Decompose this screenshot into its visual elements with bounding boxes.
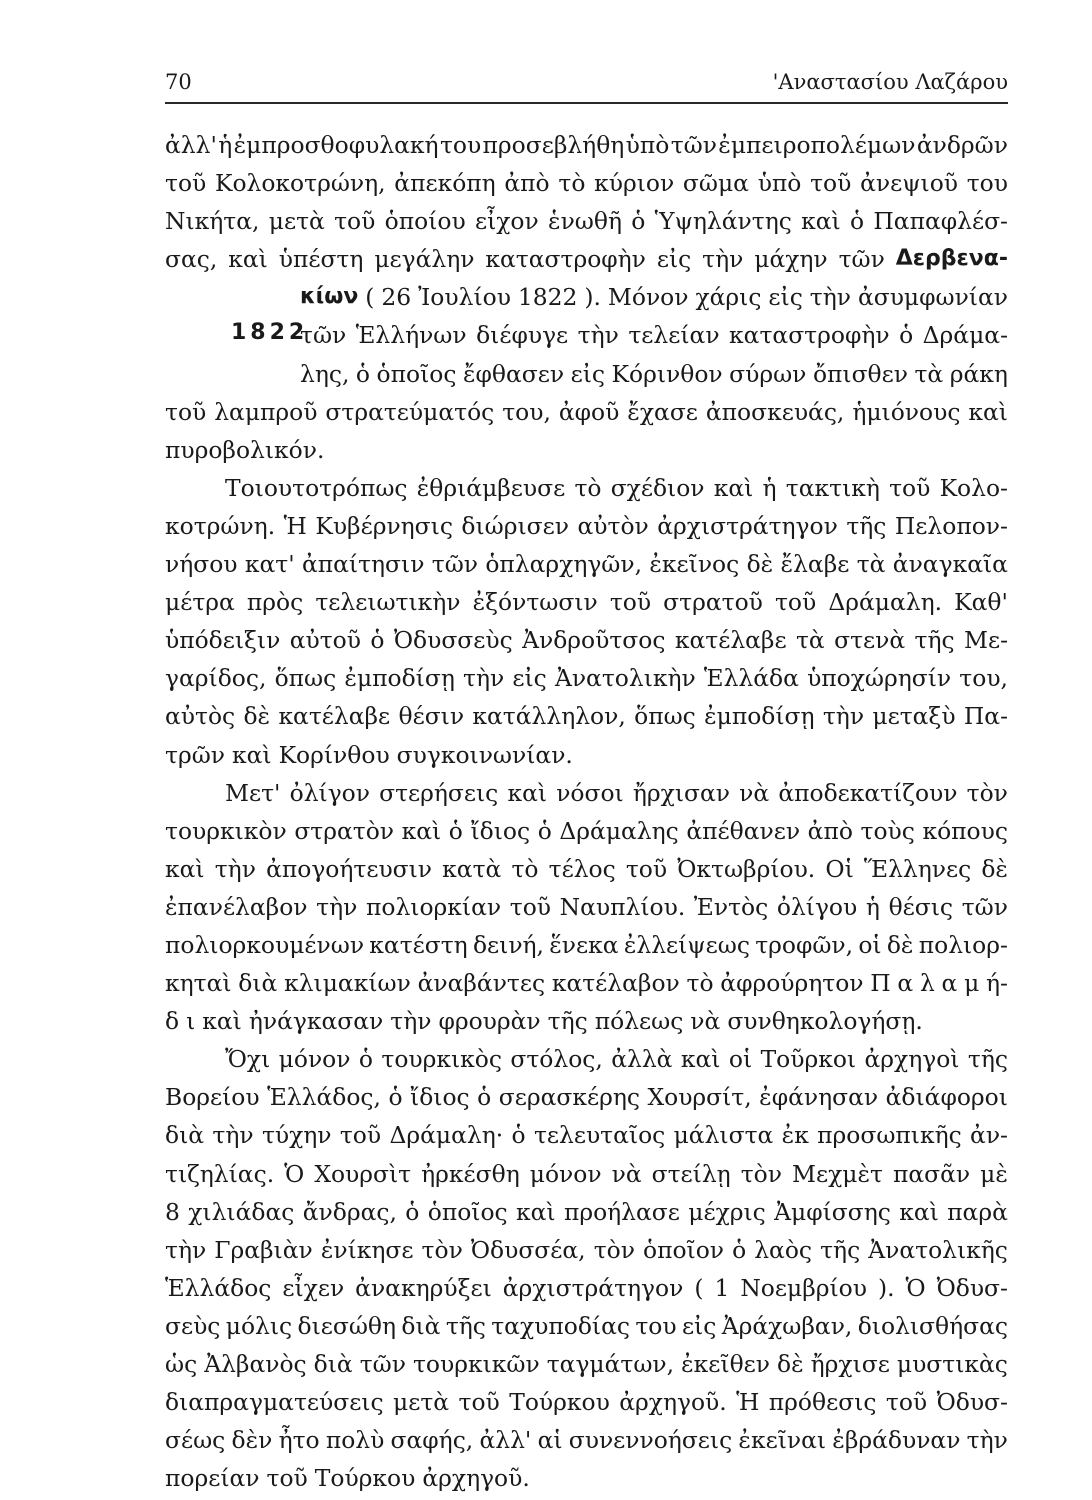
text-line: ὡς Ἀλβανὸς διὰ τῶν τουρκικῶν ταγμάτων, ἐκεῖθεν δὲ ἤρχισε μυστικὰς [165, 1350, 1008, 1378]
text-line: διαπραγματεύσεις μετὰ τοῦ Τούρκου ἀρχηγοῦ. Ἡ πρόθεσις τοῦ Ὀδυσ- [165, 1388, 1008, 1417]
text-line: κηταὶ διὰ κλιμακίων ἀναβάντες κατέλαβον τὸ ἀφρούρητον Π α λ α μ ή- [165, 969, 1008, 998]
text-line: σας, καὶ ὑπέστη μεγάλην καταστροφὴν εἰς τὴν μάχην τῶν Δερβενα- [165, 245, 1008, 274]
running-title: 'Αναστασίου Λαζάρου [772, 70, 1008, 94]
text-line: διὰ τὴν τύχην τοῦ Δράμαλη· ὁ τελευταῖος μάλιστα ἐκ προσωπικῆς ἀν- [165, 1121, 1008, 1150]
text-line: αὐτὸς δὲ κατέλαβε θέσιν κατάλληλον, ὅπως ἐμποδίσῃ τὴν μεταξὺ Πα- [165, 702, 1008, 731]
text-line: νήσου κατ' ἀπαίτησιν τῶν ὁπλαρχηγῶν, ἐκεῖνος δὲ ἔλαβε τὰ ἀναγκαῖα [165, 550, 1008, 579]
text-line: τὴν Γραβιὰν ἐνίκησε τὸν Ὀδυσσέα, τὸν ὁποῖον ὁ λαὸς τῆς Ἀνατολικῆς [165, 1235, 1008, 1264]
text-line: κοτρώνη. Ἡ Κυβέρνησις διώρισεν αὐτὸν ἀρχιστράτηγον τῆς Πελοπον- [165, 511, 1008, 540]
text-line: τρῶν καὶ Κορίνθου συγκοινωνίαν. [165, 740, 573, 769]
text-line: τοῦ Κολοκοτρώνη, ἀπεκόπη ἀπὸ τὸ κύριον σῶμα ὑπὸ τοῦ ἀνεψιοῦ του [165, 169, 1008, 198]
text-line: 8 χιλιάδας ἄνδρας, ὁ ὁποῖος καὶ προήλασε μέχρις Ἀμφίσσης καὶ παρὰ [165, 1197, 1008, 1226]
text-line: ὑπόδειξιν αὐτοῦ ὁ Ὀδυσσεὺς Ἀνδροῦτσος κατέλαβε τὰ στενὰ τῆς Με- [165, 626, 1008, 655]
text-line: πυροβολικόν. [165, 435, 325, 464]
header-rule [165, 102, 1008, 104]
page-header [165, 64, 1008, 100]
text-line: μέτρα πρὸς τελειωτικὴν ἐξόντωσιν τοῦ στρατοῦ τοῦ Δράμαλη. Καθ' [165, 588, 1008, 617]
text-line: τουρκικὸν στρατὸν καὶ ὁ ἴδιος ὁ Δράμαλης ἀπέθανεν ἀπὸ τοὺς κόπους [165, 816, 1008, 845]
text-line: καὶ τὴν ἀπογοήτευσιν κατὰ τὸ τέλος τοῦ Ὀκτωβρίου. Οἱ Ἕλληνες δὲ [165, 854, 1008, 883]
margin-note-year: 1822 [231, 320, 309, 345]
text-line: Τοιουτοτρόπως ἐθριάμβευσε τὸ σχέδιον καὶ ἡ τακτικὴ τοῦ Κολο- [225, 473, 1008, 502]
text-line: πορείαν τοῦ Τούρκου ἀρχηγοῦ. [165, 1464, 530, 1493]
text-line: τῶν Ἑλλήνων διέφυγε τὴν τελείαν καταστροφὴν ὁ Δράμα- [300, 321, 1008, 350]
text-line: σεὺς μόλις διεσώθη διὰ τῆς ταχυποδίας του εἰς Ἀράχωβαν, διολισθήσας [165, 1311, 1008, 1340]
page-number: 70 [165, 70, 192, 94]
text-line: κίων ( 26 Ἰουλίου 1822 ). Μόνον χάρις εἰς τὴν ἀσυμφωνίαν [300, 283, 1008, 312]
text-line: λης, ὁ ὁποῖος ἔφθασεν εἰς Κόρινθον σύρων ὄπισθεν τὰ ράκη [300, 359, 1008, 388]
body-text [165, 126, 1008, 1497]
text-line: γαρίδος, ὅπως ἐμποδίσῃ τὴν εἰς Ἀνατολικὴν Ἑλλάδα ὑποχώρησίν του, [165, 664, 1008, 693]
text-line: Ἑλλάδος εἶχεν ἀνακηρύξει ἀρχιστράτηγον ( 1 Νοεμβρίου ). Ὁ Ὀδυσ- [165, 1273, 1008, 1302]
text-line: δ ι καὶ ἠνάγκασαν τὴν φρουρὰν τῆς πόλεως νὰ συνθηκολογήσῃ. [165, 1007, 923, 1036]
text-line: τιζηλίας. Ὁ Χουρσὶτ ἠρκέσθη μόνον νὰ στείλῃ τὸν Μεχμὲτ πασᾶν μὲ [165, 1159, 1008, 1188]
text-line: Νικήτα, μετὰ τοῦ ὁποίου εἶχον ἑνωθῆ ὁ Ὑψηλάντης καὶ ὁ Παπαφλέσ- [165, 207, 1008, 236]
text-line: Βορείου Ἑλλάδος, ὁ ἴδιος ὁ σερασκέρης Χουρσίτ, ἐφάνησαν ἀδιάφοροι [165, 1083, 1008, 1112]
text-line: πολιορκουμένων κατέστη δεινή, ἕνεκα ἐλλείψεως τροφῶν, οἱ δὲ πολιορ- [165, 930, 1008, 959]
text-line: ἐπανέλαβον τὴν πολιορκίαν τοῦ Ναυπλίου. Ἐντὸς ὀλίγου ἡ θέσις τῶν [165, 892, 1008, 921]
text-line: Ὄχι μόνον ὁ τουρκικὸς στόλος, ἀλλὰ καὶ οἱ Τοῦρκοι ἀρχηγοὶ τῆς [225, 1045, 1008, 1074]
text-line: τοῦ λαμπροῦ στρατεύματός του, ἀφοῦ ἔχασε ἀποσκευάς, ἡμιόνους καὶ [165, 397, 1008, 426]
text-line: σέως δὲν ἦτο πολὺ σαφής, ἀλλ' αἱ συνεννοήσεις ἐκεῖναι ἐβράδυναν τὴν [165, 1426, 1008, 1455]
text-line: Μετ' ὀλίγον στερήσεις καὶ νόσοι ἤρχισαν νὰ ἀποδεκατίζουν τὸν [225, 778, 1008, 807]
text-line: ἀλλ' ἡ ἐμπροσθοφυλακή του προσεβλήθη ὑπὸ τῶν ἐμπειροπολέμων ἀνδρῶν [165, 131, 1008, 159]
